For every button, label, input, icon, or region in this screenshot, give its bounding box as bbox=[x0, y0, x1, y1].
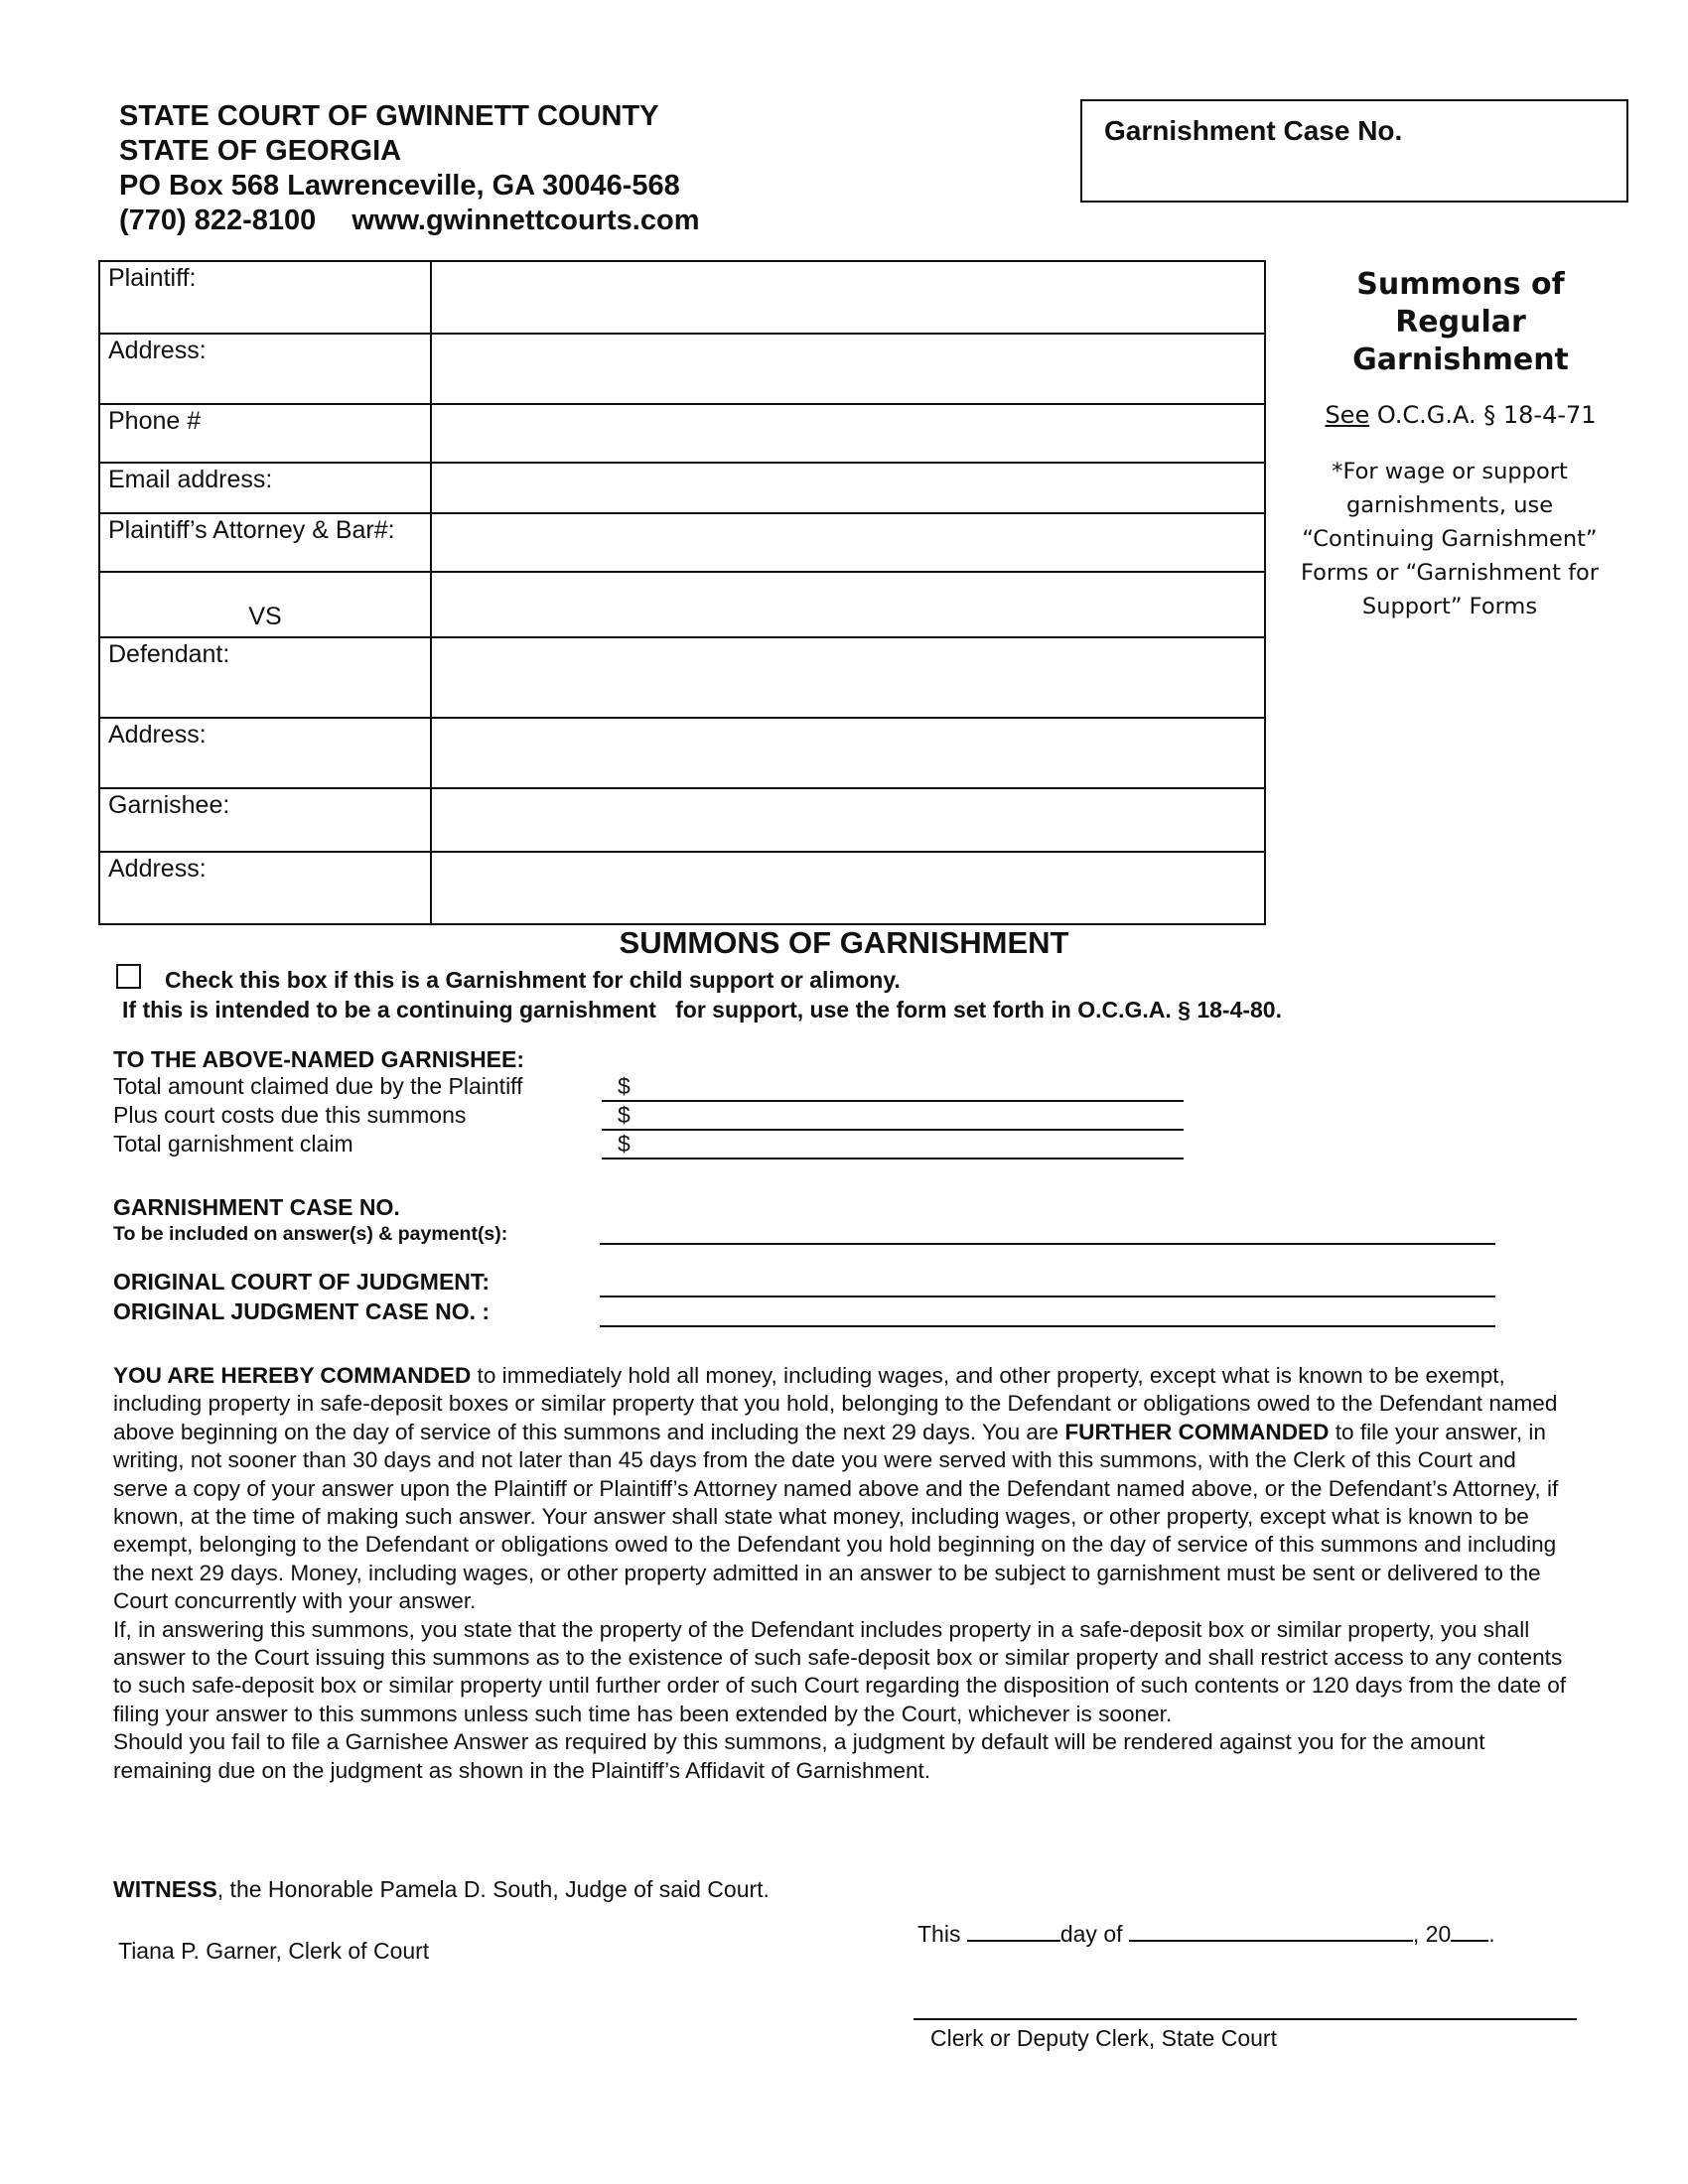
this-label: This bbox=[917, 1921, 967, 1947]
table-row bbox=[99, 463, 1265, 513]
table-row bbox=[99, 404, 1265, 463]
defendant-address-label: Address: bbox=[99, 718, 431, 788]
form-title-line: Regular bbox=[1395, 305, 1526, 340]
command-bold: YOU ARE HEREBY COMMANDED bbox=[113, 1363, 472, 1388]
email-field[interactable] bbox=[431, 463, 1265, 513]
court-phone: (770) 822-8100 bbox=[119, 205, 317, 236]
vs-cell bbox=[99, 572, 431, 637]
month-field[interactable] bbox=[1129, 1940, 1413, 1942]
note-line: Forms or “Garnishment for bbox=[1300, 560, 1600, 586]
table-row bbox=[99, 261, 1265, 334]
form-title bbox=[1291, 266, 1630, 379]
court-header bbox=[119, 99, 700, 238]
table-row bbox=[99, 572, 1265, 637]
amount-claimed-field[interactable] bbox=[602, 1100, 1184, 1102]
note-line: “Continuing Garnishment” bbox=[1302, 526, 1598, 552]
defendant-label: Defendant: bbox=[99, 637, 431, 718]
garnishee-label: Garnishee: bbox=[99, 788, 431, 852]
dollar-sign: $ bbox=[618, 1102, 631, 1128]
statute-reference bbox=[1291, 401, 1630, 429]
note-line: *For wage or support bbox=[1332, 459, 1568, 484]
form-title-line: Garnishment bbox=[1352, 342, 1569, 377]
table-row bbox=[99, 788, 1265, 852]
command-paragraph bbox=[113, 1362, 1569, 1616]
court-name: STATE COURT OF GWINNETT COUNTY bbox=[119, 100, 659, 132]
witness-bold: WITNESS bbox=[113, 1876, 217, 1902]
garnishment-case-number-box[interactable] bbox=[1080, 99, 1628, 203]
garnishment-case-subtext: To be included on answer(s) & payment(s): bbox=[113, 1223, 508, 1245]
court-costs-label: Plus court costs due this summons bbox=[113, 1102, 467, 1128]
parties-table bbox=[98, 260, 1266, 925]
clerk-signature-field[interactable] bbox=[914, 2018, 1577, 2020]
date-line bbox=[917, 1921, 1495, 1948]
command-text: to file your answer, in writing, not sooner than 30 days and not later than 45 days from the date you were served with this summons, with the Clerk of this Court and serve a copy of your answer upon the Plaintiff or Plaintiff’s Attorney named above and the Defendant named above, or the Defendant’s Attorney, if known, at the time of making such answer. Your answer shall state what money, including wages, or other property, except what is known to be exempt, belonging to the Defendant or obligations owed to the Defendant you hold beginning on the day of service of this summons and including the next 29 days. Money, including wages, or other property admitted in an answer to be subject to garnishment must be sent or delivered to the Court concurrently with your answer. bbox=[113, 1419, 1559, 1614]
garnishee-heading: TO THE ABOVE-NAMED GARNISHEE: bbox=[113, 1046, 525, 1072]
original-court-field[interactable] bbox=[600, 1296, 1495, 1297]
garnishee-address-field[interactable] bbox=[431, 852, 1265, 924]
summons-title: SUMMONS OF GARNISHMENT bbox=[619, 925, 1069, 960]
day-field[interactable] bbox=[967, 1940, 1060, 1942]
further-command-bold: FURTHER COMMANDED bbox=[1064, 1419, 1330, 1444]
amount-claimed-label: Total amount claimed due by the Plaintiff bbox=[113, 1073, 523, 1099]
day-of-label: day of bbox=[1059, 1921, 1129, 1947]
phone-field[interactable] bbox=[431, 404, 1265, 463]
original-court-label: ORIGINAL COURT OF JUDGMENT: bbox=[113, 1269, 491, 1295]
defendant-field[interactable] bbox=[431, 637, 1265, 718]
court-state: STATE OF GEORGIA bbox=[119, 135, 402, 167]
garnishee-field[interactable] bbox=[431, 788, 1265, 852]
child-support-checkbox[interactable] bbox=[116, 964, 141, 989]
table-row bbox=[99, 334, 1265, 404]
garnishment-case-heading: GARNISHMENT CASE NO. bbox=[113, 1194, 400, 1220]
witness-line bbox=[113, 1876, 770, 1903]
court-address: PO Box 568 Lawrenceville, GA 30046-568 bbox=[119, 170, 680, 202]
court-costs-field[interactable] bbox=[602, 1129, 1184, 1131]
table-row bbox=[99, 852, 1265, 924]
witness-text: , the Honorable Pamela D. South, Judge of said Court. bbox=[216, 1876, 770, 1902]
default-paragraph: Should you fail to file a Garnishee Answer as required by this summons, a judgment by default will be rendered against you for the amount remaining due on the judgment as shown in the Plaintiff’s Affidavit of Garnishment. bbox=[113, 1729, 1485, 1783]
note-line: garnishments, use bbox=[1345, 492, 1554, 518]
court-website[interactable]: www.gwinnettcourts.com bbox=[352, 205, 700, 236]
clerk-signature-caption: Clerk or Deputy Clerk, State Court bbox=[930, 2025, 1277, 2051]
plaintiff-label: Plaintiff: bbox=[99, 261, 431, 334]
total-claim-label: Total garnishment claim bbox=[113, 1131, 353, 1157]
form-title-line: Summons of bbox=[1356, 267, 1565, 302]
plaintiff-field[interactable] bbox=[431, 261, 1265, 334]
child-support-checkbox-label: Check this box if this is a Garnishment for child support or alimony. bbox=[165, 967, 901, 993]
garnishee-address-label: Address: bbox=[99, 852, 431, 924]
original-case-label: ORIGINAL JUDGMENT CASE NO. : bbox=[113, 1298, 491, 1324]
safe-deposit-paragraph: If, in answering this summons, you state that the property of the Defendant includes property in a safe-deposit box or similar property, you shall answer to the Court issuing this summons as to the existence of such safe-deposit box or similar property and shall restrict access to any contents to such safe-deposit box or similar property until further order of such Court regarding the disposition of such contents or 120 days from the date of filing your answer to this summons unless such time has been extended by the Court, whichever is sooner. bbox=[113, 1616, 1567, 1726]
attorney-field[interactable] bbox=[431, 513, 1265, 572]
clerk-name: Tiana P. Garner, Clerk of Court bbox=[118, 1938, 430, 1964]
continuing-garnishment-note: If this is intended to be a continuing garnishment for support, use the form set forth in O.C.G.A. § 18-4-80. bbox=[122, 997, 1282, 1023]
vs-field[interactable] bbox=[431, 572, 1265, 637]
total-claim-field[interactable] bbox=[602, 1158, 1184, 1160]
command-text: to immediately hold all money, including wages, and other property, except what is known to be exempt, including property in safe-deposit boxes or similar property that you hold, belonging to the Defendant or obligations owed to the Defendant named above beginning on the day of service of this summons and including the next 29 days. You are bbox=[113, 1363, 1558, 1444]
table-row bbox=[99, 637, 1265, 718]
email-label: Email address: bbox=[99, 463, 431, 513]
dollar-sign: $ bbox=[618, 1073, 631, 1099]
plaintiff-address-field[interactable] bbox=[431, 334, 1265, 404]
garnishment-case-field[interactable] bbox=[600, 1243, 1495, 1245]
original-case-field[interactable] bbox=[600, 1325, 1495, 1327]
summons-body bbox=[113, 1362, 1569, 1785]
year-field[interactable] bbox=[1451, 1940, 1488, 1942]
table-row bbox=[99, 513, 1265, 572]
vs-label: VS bbox=[248, 603, 282, 630]
table-row bbox=[99, 718, 1265, 788]
attorney-label: Plaintiff’s Attorney & Bar#: bbox=[99, 513, 431, 572]
dollar-sign: $ bbox=[618, 1131, 631, 1157]
note-line: Support” Forms bbox=[1361, 594, 1538, 619]
case-number-label: Garnishment Case No. bbox=[1104, 115, 1403, 146]
defendant-address-field[interactable] bbox=[431, 718, 1265, 788]
phone-label: Phone # bbox=[99, 404, 431, 463]
wage-support-note bbox=[1291, 455, 1609, 623]
plaintiff-address-label: Address: bbox=[99, 334, 431, 404]
period: . bbox=[1488, 1921, 1495, 1947]
year-prefix: , 20 bbox=[1412, 1921, 1452, 1947]
court-contact bbox=[119, 204, 700, 238]
statute-text: O.C.G.A. § 18-4-71 bbox=[1369, 401, 1597, 429]
see-label: See bbox=[1325, 401, 1370, 429]
